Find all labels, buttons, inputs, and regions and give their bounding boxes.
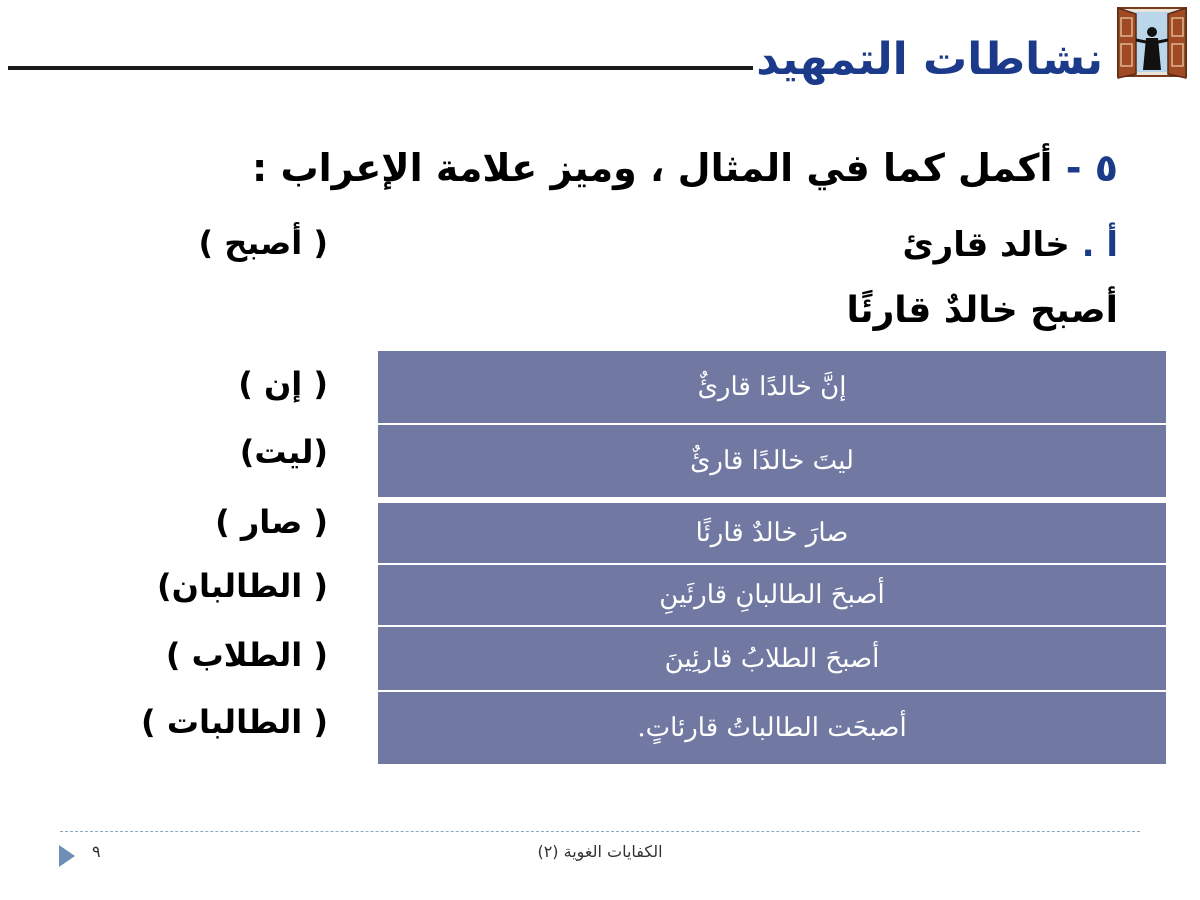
- page-number: ٩: [92, 842, 101, 861]
- next-arrow-icon[interactable]: [59, 845, 75, 867]
- question-number: ٥ -: [1065, 146, 1118, 190]
- cue-word: ( الطلاب ): [165, 636, 328, 674]
- example-sentence: خالد قارئ: [902, 225, 1070, 265]
- cue-word: ( إن ): [238, 365, 328, 403]
- answer-row: صارَ خالدٌ قارئًا: [378, 497, 1166, 563]
- footer-rule: [60, 831, 1140, 832]
- answer-row: ليتَ خالدًا قارئٌ: [378, 423, 1166, 497]
- question-text: أكمل كما في المثال ، وميز علامة الإعراب :: [252, 146, 1053, 190]
- answer-row: إنَّ خالدًا قارئٌ: [378, 351, 1166, 423]
- example-answer: أصبح خالدٌ قارئًا: [846, 290, 1118, 331]
- door-icon: [1112, 4, 1192, 80]
- answer-row: أصبحَت الطالباتُ قارئاتٍ.: [378, 690, 1166, 764]
- section-title: نشاطات التمهيد: [756, 34, 1103, 85]
- header-rule: [8, 66, 753, 70]
- cue-word: ( الطالبان): [157, 567, 328, 605]
- answer-row: أصبحَ الطلابُ قارئِينَ: [378, 625, 1166, 690]
- answer-row: أصبحَ الطالبانِ قارئَينِ: [378, 563, 1166, 625]
- cue-word: (ليت): [239, 433, 328, 471]
- cue-word: ( صار ): [215, 503, 328, 541]
- example-cue: ( أصبح ): [198, 224, 328, 262]
- question: [252, 140, 1118, 196]
- footer-course-title: الكفايات الغوية (٢): [537, 842, 663, 861]
- example-letter: أ .: [1081, 225, 1118, 265]
- example-sentence-line: [902, 218, 1118, 272]
- cue-word: ( الطالبات ): [141, 703, 328, 741]
- answer-table: [378, 351, 1166, 764]
